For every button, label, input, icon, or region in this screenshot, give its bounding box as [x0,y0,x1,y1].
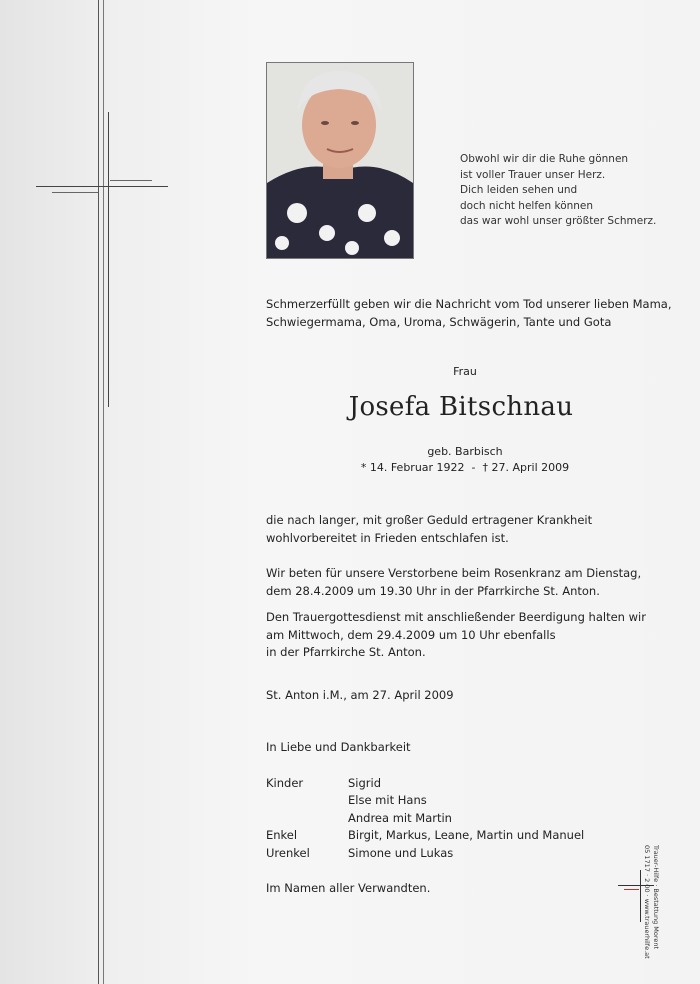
logo-text-2: 05 1717 · 2 00 · www.trauerhilfe.at [643,845,651,959]
poem-line: Dich leiden sehen und [460,184,578,197]
enkel-label: Enkel [266,828,298,842]
portrait-photo [266,62,414,259]
place-date: St. Anton i.M., am 27. April 2009 [266,688,454,702]
poem-line: ist voller Trauer unser Herz. [460,168,606,181]
poem [460,152,680,230]
logo-cross-icon [640,870,641,922]
poem-line: doch nicht helfen können [460,199,594,212]
left-border-line-2 [103,0,104,984]
closing-text: In Liebe und Dankbarkeit [266,740,411,754]
urenkel-label: Urenkel [266,846,310,860]
logo-text-1: Trauer-Hilfe · Bestattung Morent [652,845,660,950]
enkel-names: Birgit, Markus, Leane, Martin und Manuel [348,828,585,842]
left-border-line [98,0,99,984]
rosary-text: Wir beten für unsere Verstorbene beim Rosenkranz am Dienstag, dem 28.4.2009 um 19.30 Uhr in der Pfarrkirche St. Anton. [266,566,642,598]
kinder-name: Else mit Hans [348,793,427,807]
funeral-text: Den Trauergottesdienst mit anschließender Beerdigung halten wir am Mittwoch, dem 29.4.2009 um 10 Uhr ebenfalls in der Pfarrkirche St. Anton. [266,610,646,659]
life-dates: * 14. Februar 1922 - † 27. April 2009 [360,461,570,474]
intro-text: Schmerzerfüllt geben wir die Nachricht vom Tod unserer lieben Mama, Schwiegermama, Oma, Uroma, Schwägerin, Tante und Gota [266,297,672,329]
passing-text: die nach langer, mit großer Geduld ertragener Krankheit wohlvorbereitet in Frieden entschlafen ist. [266,513,593,545]
poem-line: das war wohl unser größter Schmerz. [460,215,657,228]
signoff: Im Namen aller Verwandten. [266,881,431,895]
poem-line: Obwohl wir dir die Ruhe gönnen [460,153,629,165]
kinder-name: Sigrid [348,776,382,790]
salutation: Frau [453,365,477,378]
maiden-name: geb. Barbisch [427,445,503,458]
kinder-label: Kinder [266,776,304,790]
deceased-name: Josefa Bitschnau [348,392,574,422]
urenkel-names: Simone und Lukas [348,846,454,860]
kinder-name: Andrea mit Martin [348,811,452,825]
